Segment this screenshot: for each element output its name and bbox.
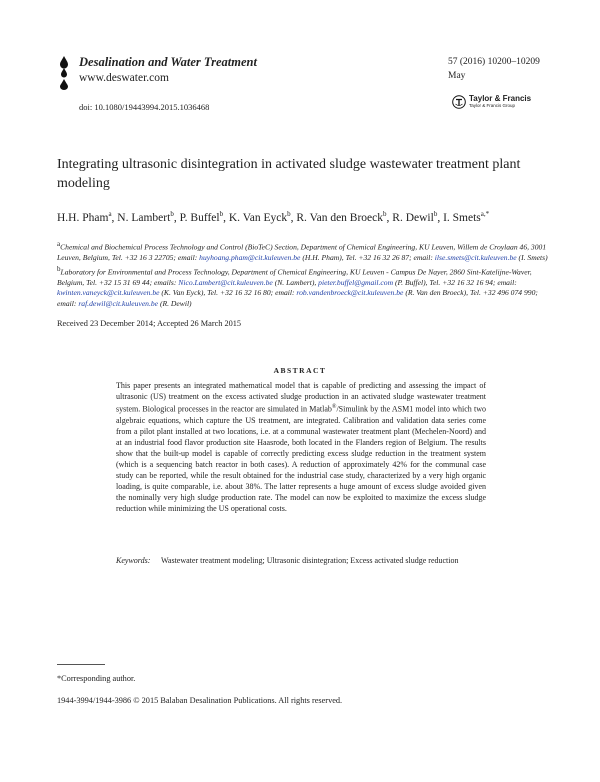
journal-name: Desalination and Water Treatment [79, 55, 257, 69]
author-affil-marker: b [433, 210, 438, 218]
volume-pages: 57 (2016) 10200–10209 [448, 57, 540, 67]
abstract-text: This paper presents an integrated mathematical model that is capable of predicting and assessing the impact of ultrasonic (US) treatment on the excess activated sludge production in an activated sludge wastewater treatment system. Biological processes in the reactor are simulated in Matlab [116, 381, 486, 414]
publisher-logo [452, 95, 531, 109]
author-name: H.H. Pham [57, 211, 109, 224]
taylor-francis-icon [452, 95, 466, 109]
affiliations [57, 239, 557, 310]
author-affil-marker: b [219, 210, 224, 218]
publisher-name: Taylor & Francis [469, 94, 532, 104]
author-list: H.H. Pham$^a$, N. Lambert$^b$, P. Buffel$^b$, K. Van Eyck$^b$, R. Van den Broeck$^b$, R. Dewil$^b$, I. Smets$^{a,*}$ [57, 210, 490, 224]
affil-tel: Tel. +32 16 32 26 87; email: [345, 253, 433, 263]
journal-url[interactable]: www.deswater.com [79, 72, 169, 84]
email-link[interactable]: Nico.Lambert@cit.kuleuven.be [178, 277, 273, 287]
affil-marker: a [57, 240, 61, 248]
author-name: P. Buffel [179, 211, 220, 224]
abstract-body [116, 380, 486, 514]
author-affil-marker: a,* [480, 210, 490, 218]
doi[interactable]: doi: 10.1080/19443994.2015.1036468 [79, 102, 210, 112]
author-name: I. Smets [443, 211, 481, 224]
author-name: R. Dewil [392, 211, 434, 224]
author-affil-marker: b [287, 210, 291, 218]
affil-person: (N. Lambert), [274, 277, 317, 287]
affil-person: (I. Smets) [518, 253, 548, 263]
author-name: K. Van Eyck [228, 211, 288, 224]
affil-person: (R. Van den Broeck), Tel. +32 496 074 990; email: [57, 288, 538, 309]
author-affil-marker: b [383, 210, 387, 218]
corresponding-author-note: *Corresponding author. [57, 674, 136, 683]
affil-marker: b [57, 264, 61, 273]
affiliation-a [57, 239, 557, 264]
publisher-group: Taylor & Francis Group [469, 103, 516, 109]
affil-text: Laboratory for Environmental and Process Technology, Department of Chemical Engineering, KU Leuven - Campus De Nayer, 2860 Sint-Katelijne-Waver, Belgium, Tel. +32 15 31 69 44; emails: [57, 267, 532, 287]
keywords [116, 555, 486, 566]
email-link[interactable]: raf.dewil@cit.kuleuven.be [78, 299, 159, 309]
affil-person: (H.H. Pham), [302, 253, 344, 263]
received-dates: Received 23 December 2014; Accepted 26 March 2015 [57, 319, 242, 328]
affiliation-b [57, 264, 557, 310]
author-affil-marker: a [108, 210, 112, 218]
abstract-heading: ABSTRACT [273, 366, 327, 375]
footnote-divider [57, 664, 105, 665]
author-name: N. Lambert [117, 211, 171, 224]
author-name: R. Van den Broeck [296, 211, 384, 224]
journal-logo-icon [57, 56, 71, 90]
affil-text: Chemical and Biochemical Process Technology and Control (BioTeC) Section, Department of Chemical Engineering, KU Leuven, Willem de Croylaan 46, 3001 Leuven, Belgium, Tel. +32 16 3 22705; email: [57, 242, 547, 263]
keywords-list: Wastewater treatment modeling; Ultrasonic disintegration; Excess activated sludge reduction [161, 556, 459, 565]
copyright-line: 1944-3994/1944-3986 © 2015 Balaban Desalination Publications. All rights reserved. [57, 696, 343, 705]
affil-email-label: email: [275, 288, 295, 298]
issue-month: May [448, 71, 466, 81]
affil-person: (P. Buffel), Tel. +32 16 32 16 94; email: [394, 277, 517, 287]
registered-mark: ® [331, 404, 337, 410]
email-link[interactable]: huyhoang.pham@cit.kuleuven.be [199, 253, 301, 263]
article-title: Integrating ultrasonic disintegration in activated sludge wastewater treatment plant modeling [57, 157, 521, 191]
affil-person: (K. Van Eyck), Tel. +32 16 32 16 80; [161, 288, 274, 298]
email-link[interactable]: kwinten.vaneyck@cit.kuleuven.be [57, 288, 160, 298]
abstract-text-continued: /Simulink by the ASM1 model into which two algebraic equations, which capture the US treatment, are integrated. Calibration and validation data series come from a pilot plant installed at two locations, i.e. at a communal wastewater treatment plant (Mechelen-Noord) and at an industrial food flavor production site Haasrode, both located in the Flanders region of Belgium. The results show that the built-up model is capable of correctly predicting excess sludge reduction in the treatment system (which is a sequencing batch reactor in both cases). A reduction of approximately 42% for the communal case study can be reported, while the result obtained for the industrial case study, characterized by a very high organic loading, is quite comparable, i.e. about 38%. The latter represents a huge amount of excess sludge avoided given the nominally very high sludge production rate. The model can now be exploited to maximize the excess sludge reduction while minimizing the US operational costs. [116, 404, 486, 513]
email-link[interactable]: pieter.buffel@gmail.com [318, 277, 394, 287]
email-link[interactable]: ilse.smets@cit.kuleuven.be [434, 253, 517, 263]
email-link[interactable]: rob.vandenbroeck@cit.kuleuven.be [296, 288, 404, 298]
author-affil-marker: b [170, 210, 174, 218]
affil-person: (R. Dewil) [159, 299, 192, 309]
keywords-label: Keywords: [116, 556, 151, 565]
